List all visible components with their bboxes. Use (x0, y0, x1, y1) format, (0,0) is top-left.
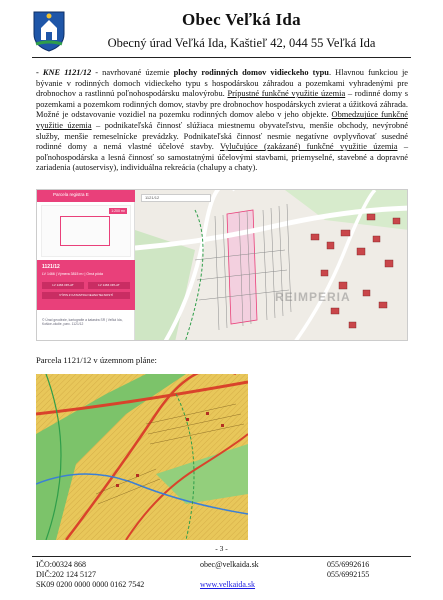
permitted-use-heading: Prípustné funkčné využitie územia (227, 89, 346, 99)
bank-account: SK09 0200 0000 0000 0162 7542 (36, 580, 145, 590)
text-5: – poľnohospodárska a lesná činnosť so samostatnými účelovými stavbami, priemyselné, stavebné a dopravné zariadenia (autoservisy), individuálna rekreácia (chalupy a chaty). (36, 142, 409, 173)
prohibited-use-heading: Vylučujúce (zakázané) funkčné využitie územia (220, 142, 398, 152)
footer-divider (32, 556, 411, 557)
phone-1: 055/6992616 (327, 560, 370, 569)
panel-header (37, 190, 135, 202)
zone-name: plochy rodinných domov vidieckeho typu (173, 68, 329, 77)
parcel-outline (60, 216, 110, 246)
text-2: . Hlavnou funkciou je bývanie v rodinných domoch vidieckeho typu s hospodárskou záhradou a pozemkami vyhradenými pre drobnochov a rastlinnú poľnohospodársku malovýrobu. (36, 68, 408, 99)
office-address: Obecný úrad Veľká Ida, Kaštieľ 42, 044 55 Veľká Ida (107, 36, 376, 50)
lead-dash: - (36, 68, 43, 77)
website-link[interactable]: www.velkaida.sk (200, 580, 256, 590)
land-use-plan-map (36, 374, 248, 540)
cadastre-extract-button: VÝPIS Z KATASTRA NEHNUTEĽNOSTÍ (42, 292, 130, 299)
cadastral-map-drawing (135, 190, 408, 341)
page-title: Obec Veľká Ida (182, 10, 301, 29)
lv-button-1: LV 1466 OPLAT (42, 282, 84, 289)
scale-badge: 1:200 m² (111, 209, 125, 213)
text-3: – rodinné domy s pozemkami a pozemkom rodinných domov, stavby pre drobnochov hospodárskych zvierat a úžitková záhrada. Možné je odstavovanie vozidiel na pozemku rodinných domov alebo v jeho objekte. (36, 89, 408, 120)
parcel-panel (37, 190, 135, 341)
map-search-input: 1121/12 (141, 194, 211, 202)
panel-title: Parcela registra E (53, 192, 89, 197)
text-1: - navrhované územie (91, 68, 174, 77)
ico: IČO:00324 868 (36, 560, 86, 569)
land-use-plan-caption: Parcela 1121/12 v územnom pláne: (36, 355, 157, 365)
parcel-label: KNE 1121/12 (42, 68, 92, 77)
land-use-plan-drawing (36, 374, 248, 540)
cadastral-map-screenshot (36, 189, 408, 341)
parcel-preview (41, 205, 131, 257)
email: obec@velkaida.sk (200, 560, 259, 569)
panel-footer: © Úrad geodézie, kartografie a katastra SR | Veľká Ida, Košice-okolie, parc. 1121/12 (42, 318, 123, 326)
footer-left (36, 560, 144, 591)
phone-2: 055/6992155 (327, 570, 370, 580)
lv-button-2: LV 1466 OPLAT (88, 282, 130, 289)
parcel-number: 1121/12 (42, 264, 60, 270)
restricted-use-heading: Obmedzujúce funkčné využitie územia (36, 110, 409, 130)
parcel-description (36, 68, 408, 174)
footer-right (327, 560, 369, 580)
cadastral-map (135, 190, 408, 341)
header-divider (32, 57, 411, 58)
page-number: - 3 - (215, 544, 228, 553)
dic: DIČ:202 124 5127 (36, 570, 96, 580)
parcel-card (37, 260, 135, 310)
text-4: – podnikateľská činnosť slúžiaca miestnemu obyvateľstvu, menšie obchody, nevýrobné služby, menšie remeselnícke prevádzky. Podnikateľská činnosť nesmie negatívne ovplyvňovať susedné rodinné domy a nemá vlastné účelové stavby. (36, 120, 408, 152)
parcel-info: LV 1466 | Výmera 3815 m² | Orná pôda (42, 272, 103, 276)
watermark: REIMPERIA (275, 290, 351, 304)
footer-center (200, 560, 259, 591)
